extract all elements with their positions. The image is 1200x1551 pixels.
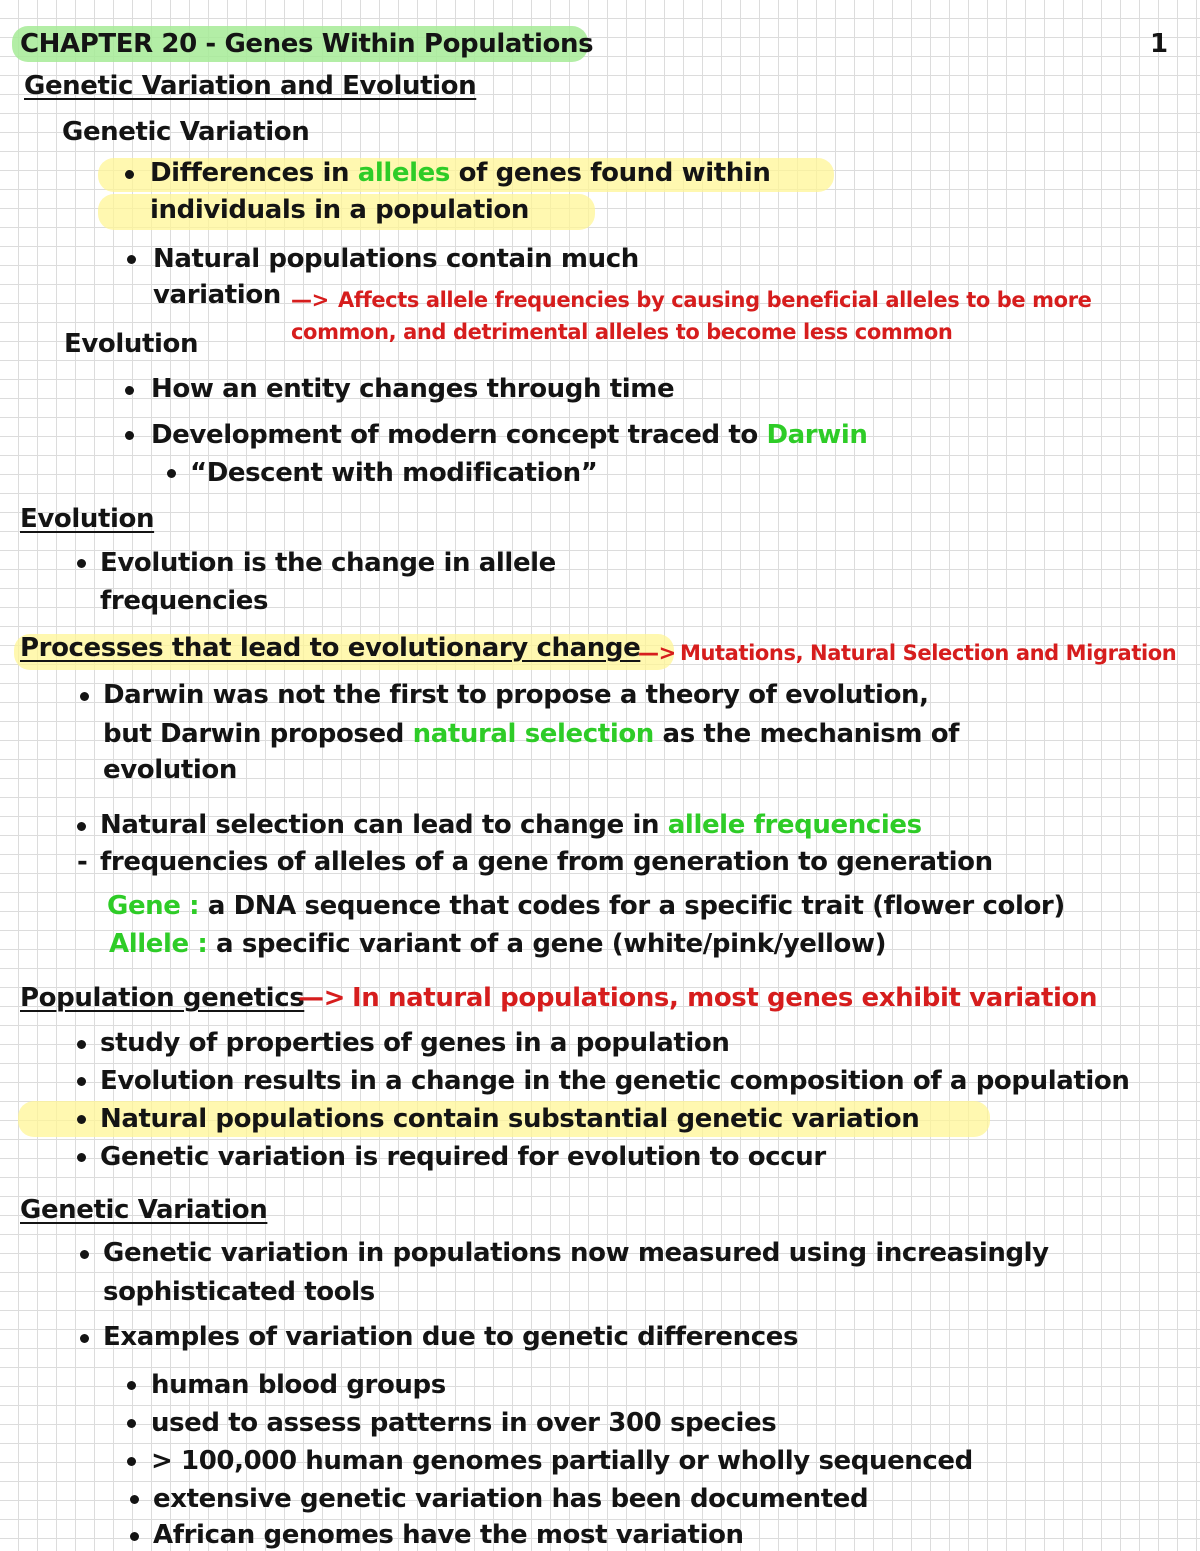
section-heading-genetic-variation-evolution: Genetic Variation and Evolution [24,71,477,101]
note-arrow: —> [638,641,676,665]
subheading-evolution: Evolution [64,329,199,359]
sub-bullet-human-genomes: > 100,000 human genomes partially or wholly sequenced [151,1446,973,1476]
bullet [127,1457,136,1466]
bullet-examples-variation: Examples of variation due to genetic differences [103,1322,799,1352]
bullet-evolution-change-line2: frequencies [100,586,269,616]
bullet [130,1495,139,1504]
bullet [125,386,134,395]
bullet [77,1077,86,1086]
note-arrow: —> [298,983,345,1013]
bullet [77,1040,86,1049]
term-darwin: Darwin [766,420,868,450]
term-alleles: alleles [357,158,450,188]
dash-marker: - [77,847,88,877]
dash-frequencies-line: frequencies of alleles of a gene from generation to generation [100,847,993,877]
bullet [77,1115,86,1124]
sub-bullet-african-genomes: African genomes have the most variation [153,1520,744,1550]
bullet-development-concept: Development of modern concept traced to Darwin [151,420,868,450]
term-allele: Allele : [109,929,208,959]
sub-bullet-300-species: used to assess patterns in over 300 species [151,1408,777,1438]
note-natural-populations-variation: In natural populations, most genes exhibit variation [352,983,1098,1013]
bullet [80,692,89,701]
bullet [80,1334,89,1343]
bullet [127,1419,136,1428]
bullet-darwin-not-first-line2: but Darwin proposed natural selection as the mechanism of [103,719,960,749]
bullet [80,1250,89,1259]
bullet-study-properties: study of properties of genes in a population [100,1028,730,1058]
bullet [127,1381,136,1390]
bullet-differences-line1: Differences in alleles of genes found within [150,158,771,188]
bullet-darwin-not-first-line3: evolution [103,755,237,785]
bullet-evolution-change-line1: Evolution is the change in allele [100,548,556,578]
section-heading-processes: Processes that lead to evolutionary change [20,633,641,663]
page-title: CHAPTER 20 - Genes Within Populations [20,29,594,59]
bullet-natural-populations-line2: variation [153,280,281,310]
bullet-measured-tools-line2: sophisticated tools [103,1277,375,1307]
sub-bullet-documented: extensive genetic variation has been documented [153,1484,869,1514]
term-gene: Gene : [107,891,200,921]
note-arrow: —> [291,288,329,312]
definition-allele: Allele : a specific variant of a gene (white/pink/yellow) [109,929,887,959]
term-natural-selection: natural selection [412,719,654,749]
bullet [125,170,134,179]
bullet-differences-line2: individuals in a population [150,195,529,225]
bullet-darwin-not-first-line1: Darwin was not the first to propose a theory of evolution, [103,680,929,710]
bullet-natural-populations-line1: Natural populations contain much [153,244,639,274]
bullet-natural-selection-change: Natural selection can lead to change in allele frequencies [100,810,922,840]
bullet-substantial-variation: Natural populations contain substantial genetic variation [100,1104,920,1134]
bullet [127,255,136,264]
bullet [130,1532,139,1541]
bullet [77,1153,86,1162]
bullet [167,469,176,478]
bullet [125,431,134,440]
note-mutations: Mutations, Natural Selection and Migration [680,641,1177,665]
term-allele-frequencies: allele frequencies [667,810,922,840]
sub-bullet-blood-groups: human blood groups [151,1370,446,1400]
section-heading-genetic-variation: Genetic Variation [20,1195,268,1225]
note-affects-allele-line2: common, and detrimental alleles to become less common [291,320,953,344]
bullet-evolution-results: Evolution results in a change in the genetic composition of a population [100,1066,1130,1096]
bullet-entity-changes: How an entity changes through time [151,374,675,404]
bullet-variation-required: Genetic variation is required for evolution to occur [100,1142,826,1172]
bullet [77,822,86,831]
note-affects-allele-line1: Affects allele frequencies by causing beneficial alleles to be more [338,288,1092,312]
page-number: 1 [1150,29,1168,59]
section-heading-population-genetics: Population genetics [20,983,305,1013]
bullet-descent-modification: “Descent with modification” [190,458,598,488]
bullet [77,559,86,568]
definition-gene: Gene : a DNA sequence that codes for a specific trait (flower color) [107,891,1065,921]
bullet-measured-tools-line1: Genetic variation in populations now measured using increasingly [103,1238,1049,1268]
subheading-genetic-variation: Genetic Variation [62,117,310,147]
section-heading-evolution: Evolution [20,504,155,534]
